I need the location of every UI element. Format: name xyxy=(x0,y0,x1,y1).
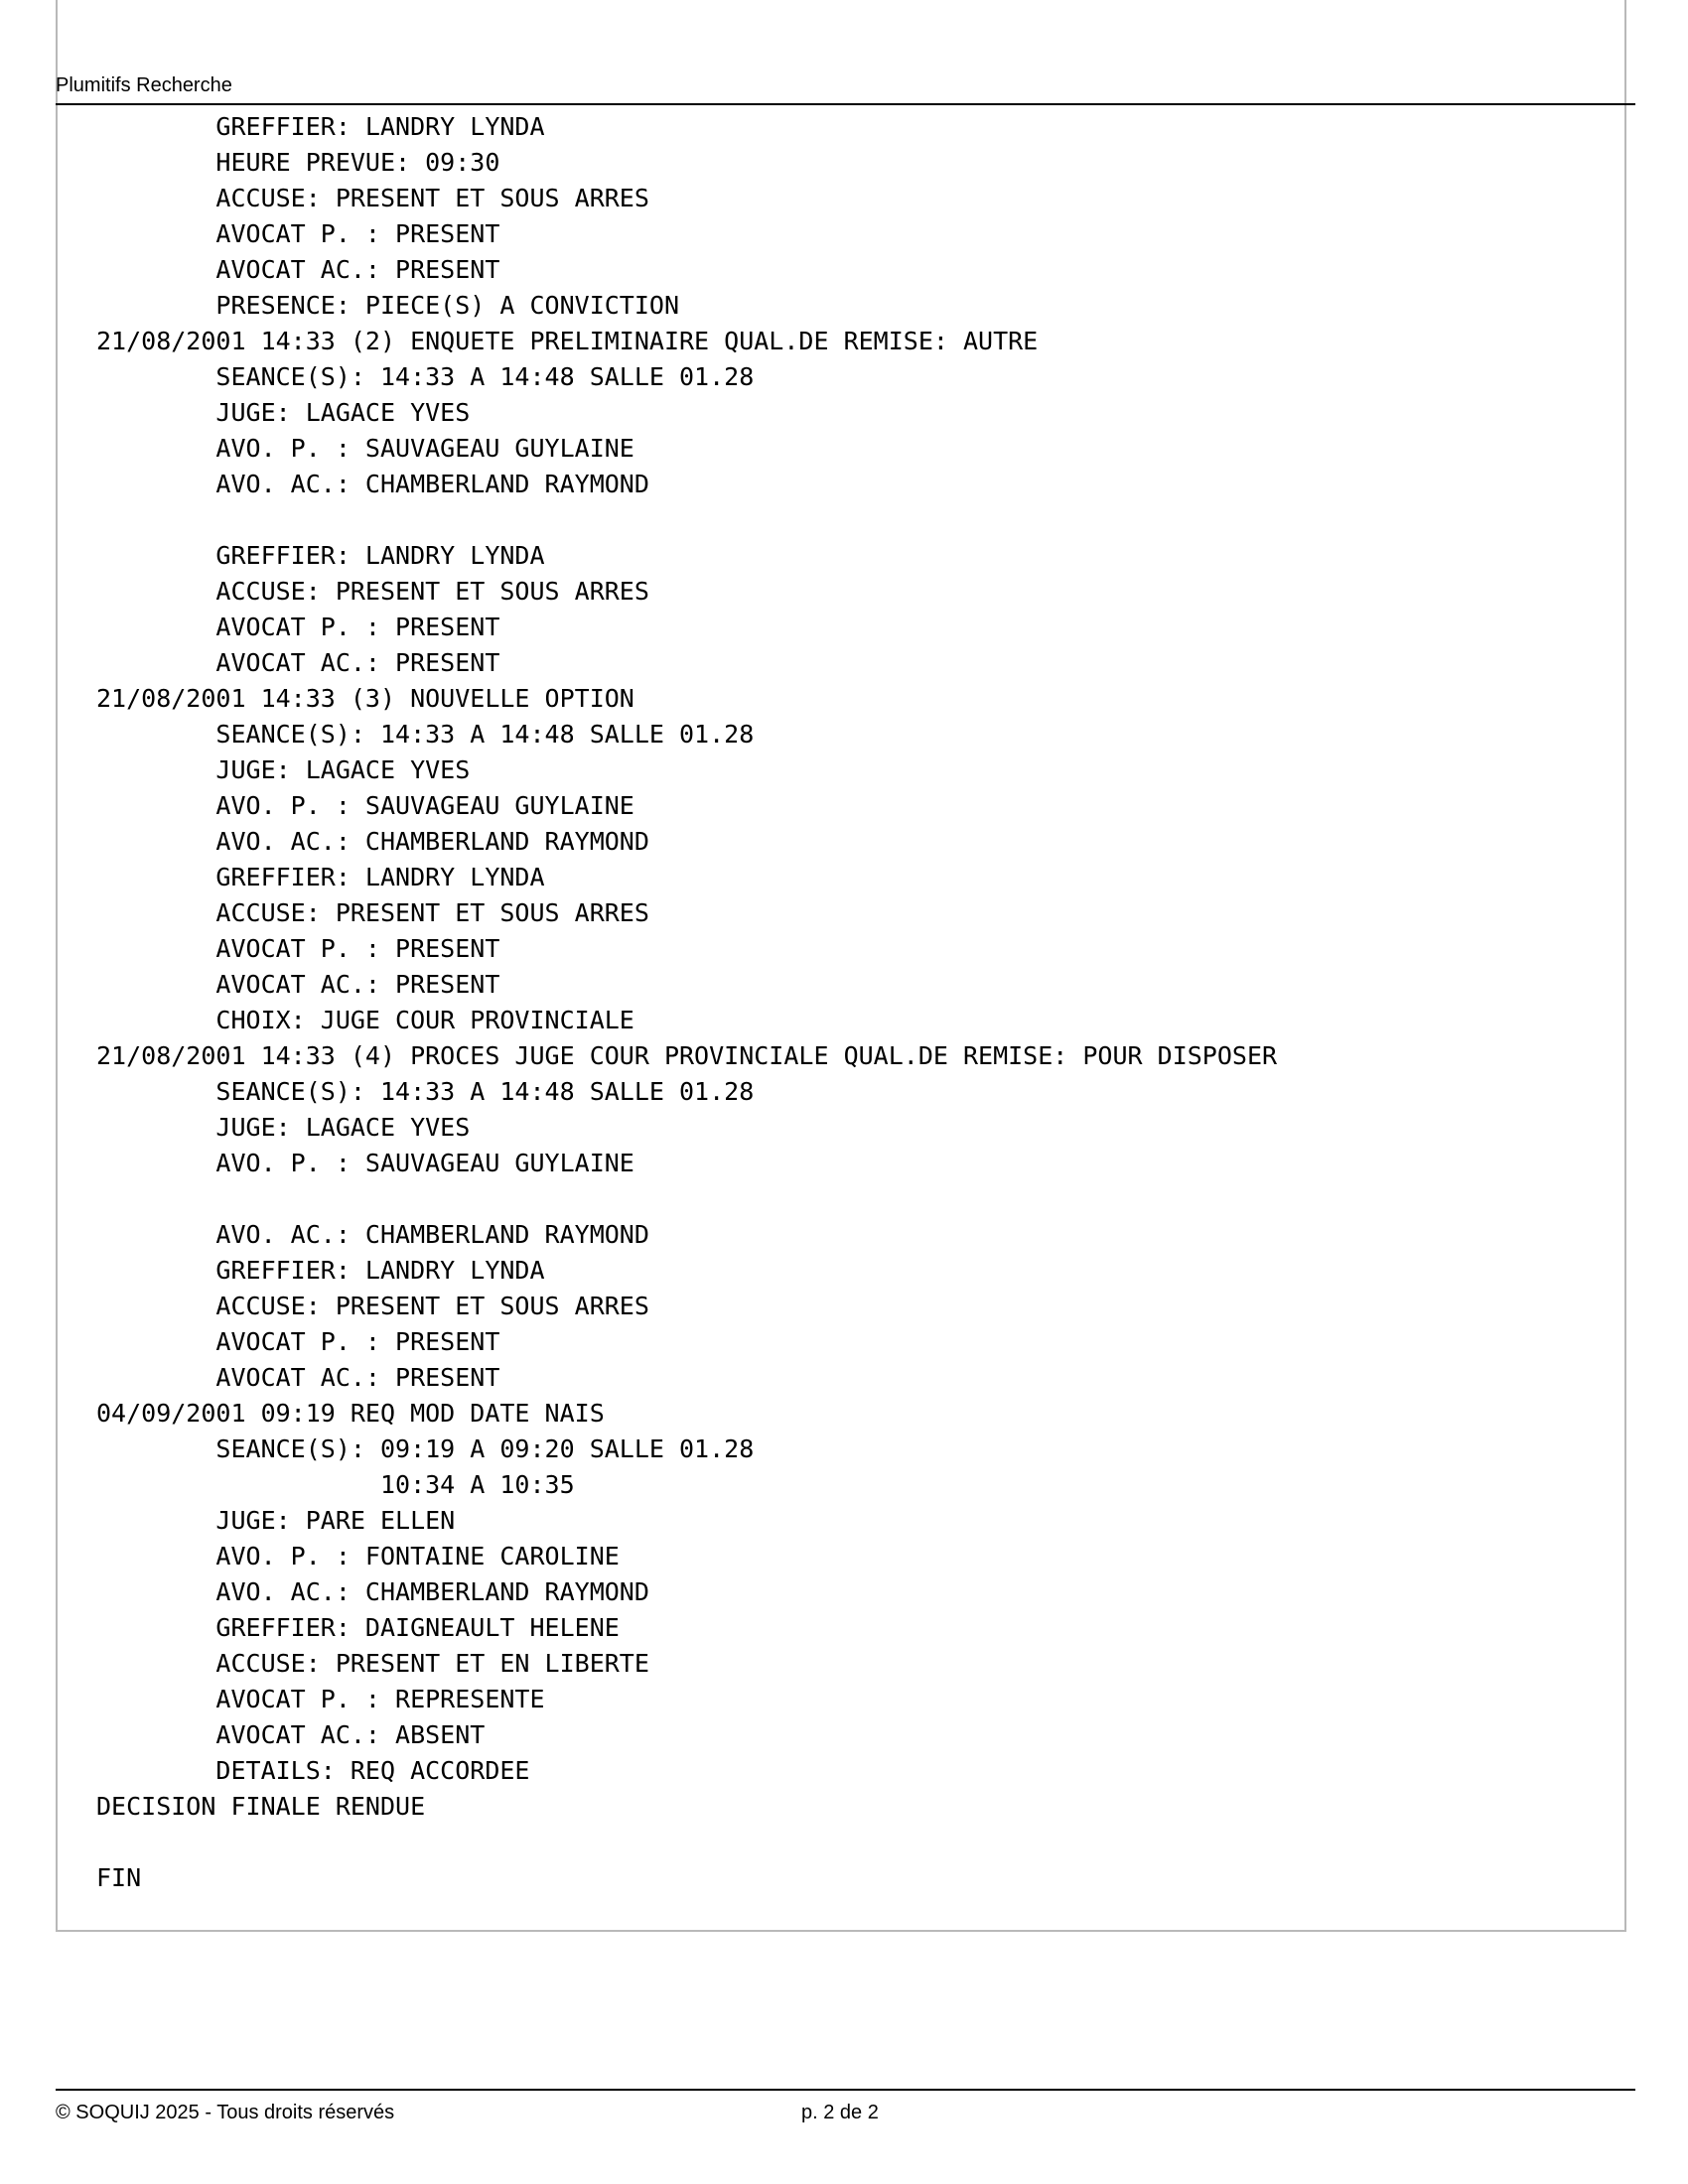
record-line: AVOCAT P. : PRESENT xyxy=(96,1327,500,1356)
record-line: GREFFIER: LANDRY LYNDA xyxy=(96,112,545,141)
record-line: 04/09/2001 09:19 REQ MOD DATE NAIS xyxy=(96,1399,605,1428)
record-line: 21/08/2001 14:33 (3) NOUVELLE OPTION xyxy=(96,684,634,713)
record-line: ACCUSE: PRESENT ET SOUS ARRES xyxy=(96,184,649,212)
record-line: CHOIX: JUGE COUR PROVINCIALE xyxy=(96,1006,634,1034)
record-line: AVOCAT P. : PRESENT xyxy=(96,934,500,963)
record-line: PRESENCE: PIECE(S) A CONVICTION xyxy=(96,291,679,320)
record-line: AVOCAT P. : REPRESENTE xyxy=(96,1685,545,1713)
record-line: AVOCAT AC.: PRESENT xyxy=(96,1363,500,1392)
record-line: AVOCAT P. : PRESENT xyxy=(96,219,500,248)
header-divider xyxy=(56,103,1635,105)
record-line: JUGE: LAGACE YVES xyxy=(96,1113,471,1142)
record-line: GREFFIER: DAIGNEAULT HELENE xyxy=(96,1613,620,1642)
record-line: JUGE: PARE ELLEN xyxy=(96,1506,456,1535)
record-line: ACCUSE: PRESENT ET EN LIBERTE xyxy=(96,1649,649,1678)
record-line: AVO. P. : SAUVAGEAU GUYLAINE xyxy=(96,434,634,463)
record-line: ACCUSE: PRESENT ET SOUS ARRES xyxy=(96,1292,649,1320)
court-record-text xyxy=(96,109,1277,1896)
blank-line xyxy=(96,1825,1277,1860)
record-line: AVOCAT P. : PRESENT xyxy=(96,613,500,641)
record-line: AVOCAT AC.: PRESENT xyxy=(96,648,500,677)
record-line: ACCUSE: PRESENT ET SOUS ARRES xyxy=(96,577,649,606)
record-line: AVO. AC.: CHAMBERLAND RAYMOND xyxy=(96,1220,649,1249)
record-line: SEANCE(S): 09:19 A 09:20 SALLE 01.28 xyxy=(96,1434,755,1463)
record-line: DECISION FINALE RENDUE xyxy=(96,1792,426,1821)
record-line: AVOCAT AC.: PRESENT xyxy=(96,970,500,999)
record-line: AVO. AC.: CHAMBERLAND RAYMOND xyxy=(96,827,649,856)
record-line: AVO. P. : SAUVAGEAU GUYLAINE xyxy=(96,1149,634,1177)
record-line: HEURE PREVUE: 09:30 xyxy=(96,148,500,177)
record-line: FIN xyxy=(96,1863,142,1892)
record-line: AVO. AC.: CHAMBERLAND RAYMOND xyxy=(96,1577,649,1606)
record-line: AVO. AC.: CHAMBERLAND RAYMOND xyxy=(96,470,649,498)
record-line: 21/08/2001 14:33 (4) PROCES JUGE COUR PROVINCIALE QUAL.DE REMISE: POUR DISPOSER xyxy=(96,1041,1278,1070)
record-line: SEANCE(S): 14:33 A 14:48 SALLE 01.28 xyxy=(96,1077,755,1106)
blank-line xyxy=(96,502,1277,538)
record-line: GREFFIER: LANDRY LYNDA xyxy=(96,863,545,891)
page-header-title: Plumitifs Recherche xyxy=(56,74,232,96)
record-line: AVOCAT AC.: ABSENT xyxy=(96,1720,486,1749)
record-line: AVO. P. : FONTAINE CAROLINE xyxy=(96,1542,620,1570)
record-line: GREFFIER: LANDRY LYNDA xyxy=(96,541,545,570)
record-line: 10:34 A 10:35 xyxy=(96,1470,575,1499)
page-number: p. 2 de 2 xyxy=(801,2102,879,2123)
record-line: 21/08/2001 14:33 (2) ENQUETE PRELIMINAIRE QUAL.DE REMISE: AUTRE xyxy=(96,327,1039,355)
record-line: DETAILS: REQ ACCORDEE xyxy=(96,1756,530,1785)
blank-line xyxy=(96,1181,1277,1217)
record-line: ACCUSE: PRESENT ET SOUS ARRES xyxy=(96,898,649,927)
footer-copyright: © SOQUIJ 2025 - Tous droits réservés xyxy=(56,2102,395,2123)
record-line: JUGE: LAGACE YVES xyxy=(96,398,471,427)
record-line: SEANCE(S): 14:33 A 14:48 SALLE 01.28 xyxy=(96,362,755,391)
footer-divider xyxy=(56,2089,1635,2091)
record-line: AVOCAT AC.: PRESENT xyxy=(96,255,500,284)
record-line: JUGE: LAGACE YVES xyxy=(96,755,471,784)
record-line: AVO. P. : SAUVAGEAU GUYLAINE xyxy=(96,791,634,820)
record-line: GREFFIER: LANDRY LYNDA xyxy=(96,1256,545,1285)
record-line: SEANCE(S): 14:33 A 14:48 SALLE 01.28 xyxy=(96,720,755,749)
